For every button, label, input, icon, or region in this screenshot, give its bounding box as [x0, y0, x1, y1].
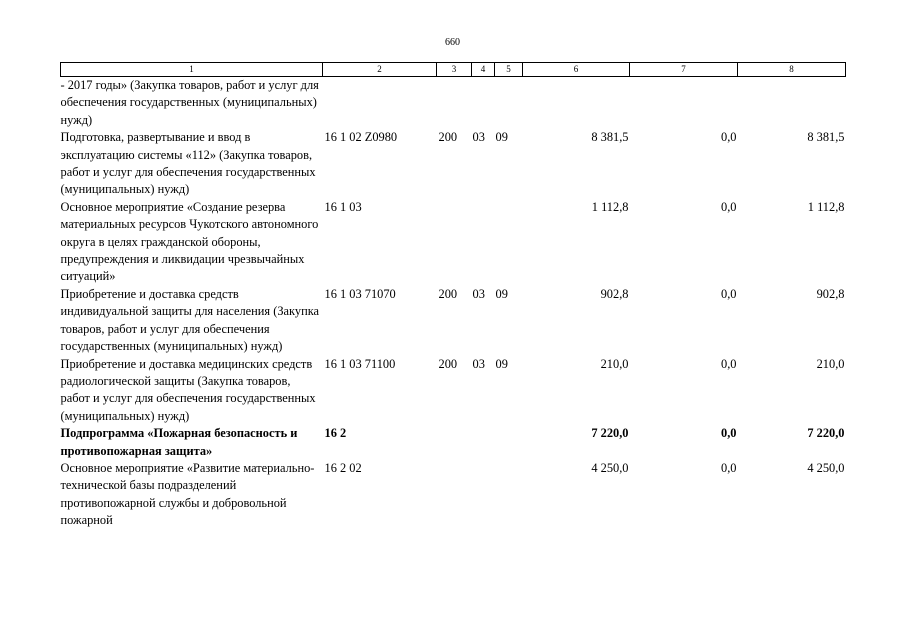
row-value-col8 [738, 77, 846, 130]
row-value-col7: 0,0 [721, 460, 737, 475]
column-header: 5 [495, 63, 523, 77]
row-name: Подготовка, развертывание и ввод в эксплуатацию системы «112» (Закупка товаров, работ и услуг для обеспечения государственных (муниципальных) нужд) [60, 130, 316, 197]
row-code: 16 1 02 Z0980 [324, 130, 398, 145]
row-value-col7: 0,0 [721, 356, 737, 371]
row-section [472, 425, 495, 460]
row-value-col8: 8 381,5 [807, 130, 845, 145]
row-expense-type [437, 199, 472, 286]
row-value-col6: 1 112,8 [591, 199, 629, 214]
row-expense-type [437, 460, 472, 530]
row-section: 03 [472, 286, 485, 301]
row-code: 16 1 03 71100 [324, 356, 396, 371]
row-value-col8: 1 112,8 [807, 199, 845, 214]
row-subsection [495, 77, 523, 130]
row-expense-type: 200 [438, 286, 458, 301]
row-value-col8: 902,8 [816, 286, 845, 301]
row-section [472, 77, 495, 130]
row-code: 16 2 [324, 426, 347, 441]
row-value-col7: 0,0 [721, 426, 737, 441]
table-row [61, 460, 846, 530]
row-code: 16 1 03 71070 [324, 286, 396, 301]
row-value-col6: 902,8 [600, 286, 629, 301]
row-name: Приобретение и доставка средств индивидуальной защиты для населения (Закупка товаров, работ и услуг для обеспечения государственных (муниципальных) нужд) [60, 286, 320, 354]
row-name: Подпрограмма «Пожарная безопасность и противопожарная защита» [60, 426, 298, 458]
row-value-col8: 7 220,0 [807, 426, 845, 441]
row-subsection: 09 [495, 286, 508, 301]
page-number: 660 [445, 37, 460, 48]
row-subsection [495, 199, 523, 286]
row-expense-type: 200 [438, 130, 458, 145]
table-row [61, 77, 846, 130]
row-code: 16 1 03 [324, 199, 362, 214]
row-value-col8: 4 250,0 [807, 460, 845, 475]
table-row [61, 286, 846, 356]
row-subsection [495, 425, 523, 460]
row-expense-type [437, 425, 472, 460]
row-expense-type: 200 [438, 356, 458, 371]
row-value-col7 [630, 77, 738, 130]
row-value-col6: 7 220,0 [591, 426, 629, 441]
row-section: 03 [472, 356, 485, 371]
row-section [472, 460, 495, 530]
row-name: Основное мероприятие «Создание резерва материальных ресурсов Чукотского автономного округа в целях гражданской обороны, предупреждения и ликвидации чрезвычайных ситуаций» [60, 199, 319, 284]
column-header: 6 [523, 63, 630, 77]
row-code: 16 2 02 [324, 460, 362, 475]
row-value-col7: 0,0 [721, 199, 737, 214]
column-header: 4 [472, 63, 495, 77]
column-header: 8 [738, 63, 846, 77]
row-value-col8: 210,0 [816, 356, 845, 371]
row-value-col7: 0,0 [721, 130, 737, 145]
row-subsection [495, 460, 523, 530]
table-row-subprogram [61, 425, 846, 460]
row-subsection: 09 [495, 130, 508, 145]
table-row [61, 129, 846, 199]
row-section: 03 [472, 130, 485, 145]
column-header: 1 [61, 63, 323, 77]
row-section [472, 199, 495, 286]
table-row [61, 356, 846, 426]
column-number-header [61, 63, 846, 77]
row-value-col6: 8 381,5 [591, 130, 629, 145]
row-name: Основное мероприятие «Развитие материально-технической базы подразделений противопожарной службы и добровольной пожарной [60, 460, 315, 528]
row-name: Приобретение и доставка медицинских средств радиологической защиты (Закупка товаров, работ и услуг для обеспечения государственных (муниципальных) нужд) [60, 356, 316, 423]
row-value-col6: 4 250,0 [591, 460, 629, 475]
column-header: 2 [323, 63, 437, 77]
row-code [323, 77, 437, 130]
row-value-col7: 0,0 [721, 286, 737, 301]
column-header: 3 [437, 63, 472, 77]
column-header: 7 [630, 63, 738, 77]
row-value-col6 [523, 77, 630, 130]
row-subsection: 09 [495, 356, 508, 371]
row-expense-type [437, 77, 472, 130]
budget-table [60, 62, 846, 530]
row-name: - 2017 годы» (Закупка товаров, работ и услуг для обеспечения государственных (муниципальных) нужд) [60, 78, 319, 127]
table-row [61, 199, 846, 286]
row-value-col6: 210,0 [600, 356, 629, 371]
